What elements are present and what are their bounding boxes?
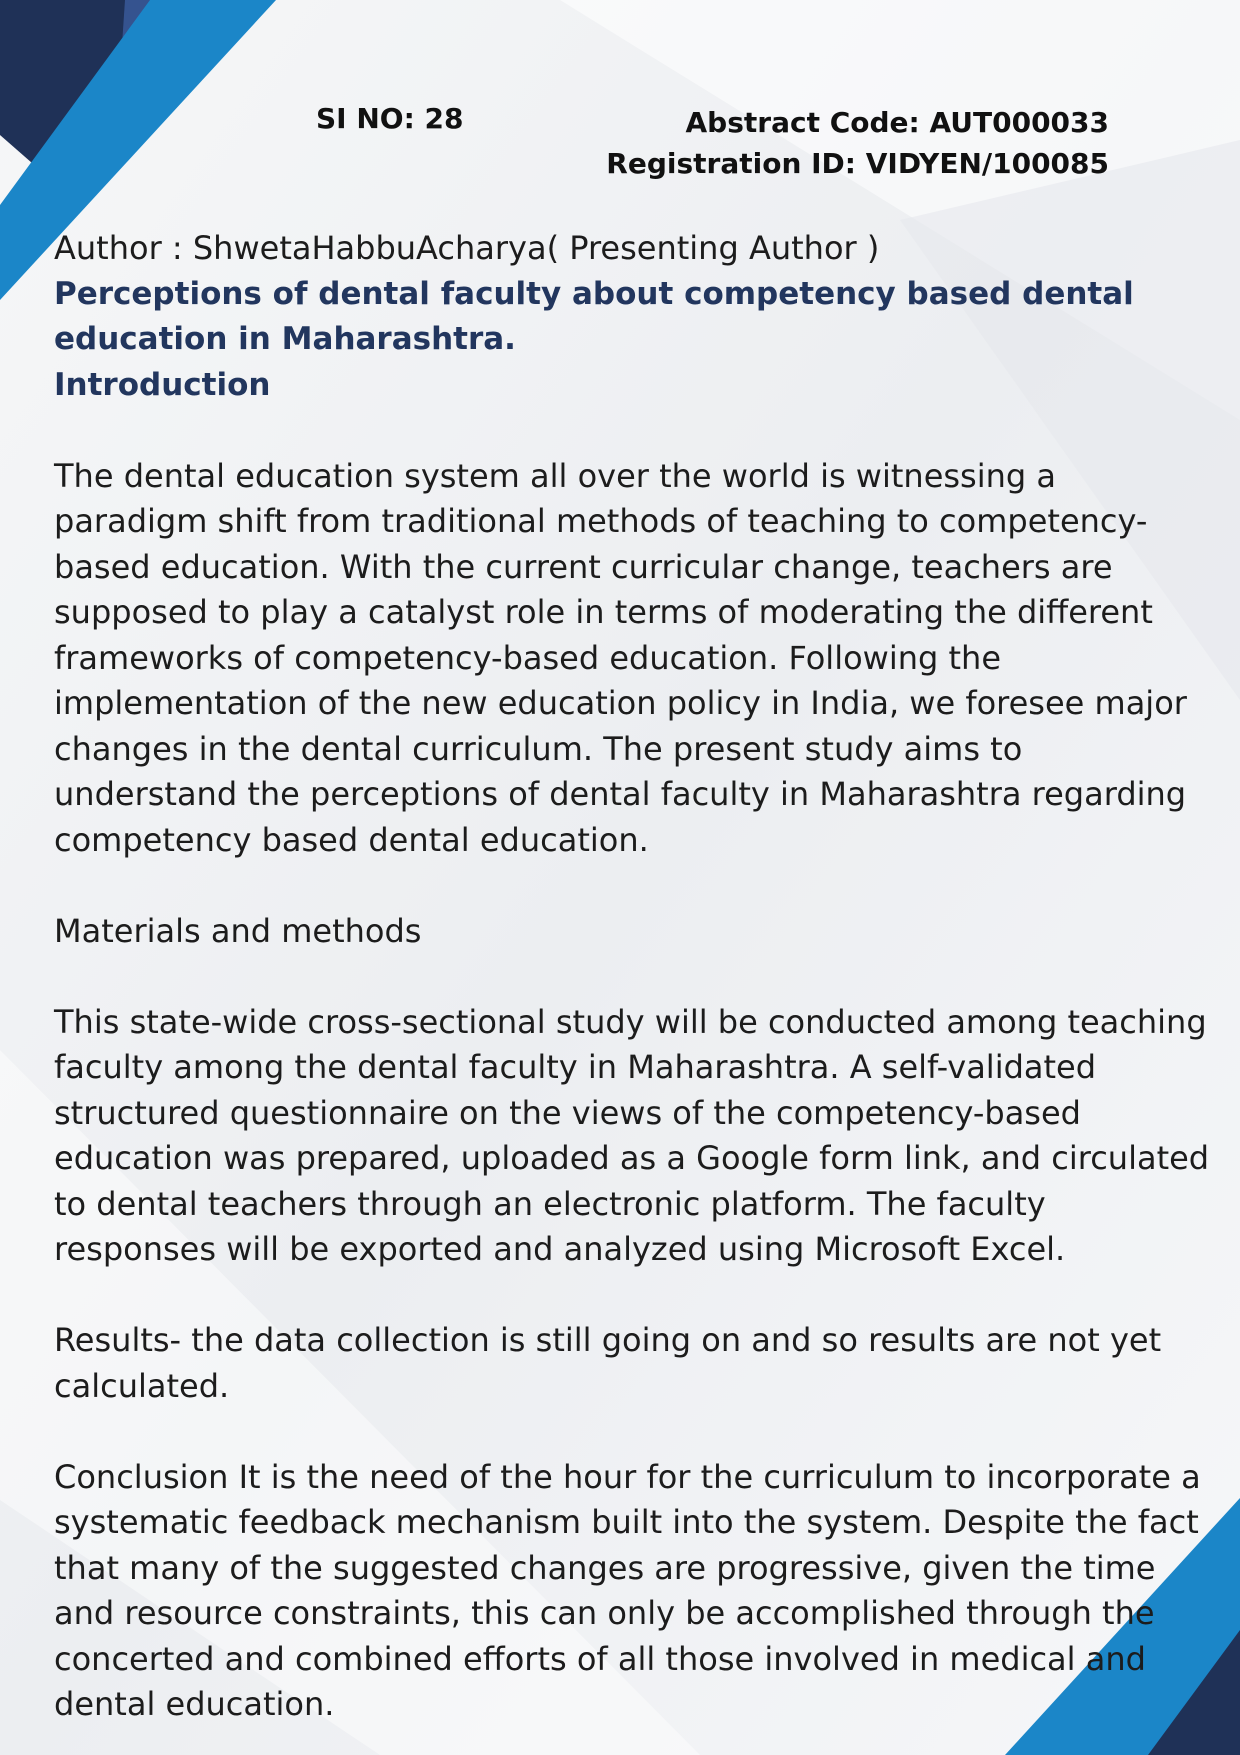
serial-number: SI NO: 28 — [316, 102, 464, 135]
registration-id: Registration ID: VIDYEN/100085 — [606, 147, 1109, 180]
abstract-title: Perceptions of dental faculty about competency based dental education in Maharashtra. — [54, 275, 1134, 357]
abstract-identifiers — [606, 102, 1109, 184]
introduction-heading: Introduction — [54, 366, 271, 403]
author-line: Author : ShwetaHabbuAcharya( Presenting Author ) — [54, 229, 880, 267]
spacer — [54, 1273, 1214, 1319]
abstract-body — [54, 226, 1214, 1728]
abstract-code: Abstract Code: AUT000033 — [685, 106, 1109, 139]
spacer — [54, 408, 1214, 454]
methods-paragraph: This state-wide cross-sectional study will be conducted among teaching faculty among the dental faculty in Maharashtra. A self-validated structured questionnaire on the views of the competency-based education was prepared, uploaded as a Google form link, and circulated to dental teachers through an electronic platform. The faculty responses will be exported and analyzed using Microsoft Excel. — [54, 1002, 1210, 1268]
results-paragraph: Results- the data collection is still going on and so results are not yet calculated. — [54, 1321, 1162, 1405]
conclusion-paragraph: Conclusion It is the need of the hour for the curriculum to incorporate a systematic feedback mechanism built into the system. Despite the fact that many of the suggested changes are progressive, given the time and resource constraints, this can only be accomplished through the concerted and combined efforts of all those involved in medical and dental education. — [54, 1457, 1201, 1723]
spacer — [54, 863, 1214, 909]
methods-heading: Materials and methods — [54, 911, 422, 950]
spacer — [54, 1409, 1214, 1455]
spacer — [54, 954, 1214, 1000]
introduction-paragraph: The dental education system all over the world is witnessing a paradigm shift from traditional methods of teaching to competency-based education. With the current curricular change, teachers are supposed to play a catalyst role in terms of moderating the different frameworks of competency-based education. Following the implementation of the new education policy in India, we foresee major changes in the dental curriculum. The present study aims to understand the perceptions of dental faculty in Maharashtra regarding competency based dental education. — [54, 456, 1187, 859]
